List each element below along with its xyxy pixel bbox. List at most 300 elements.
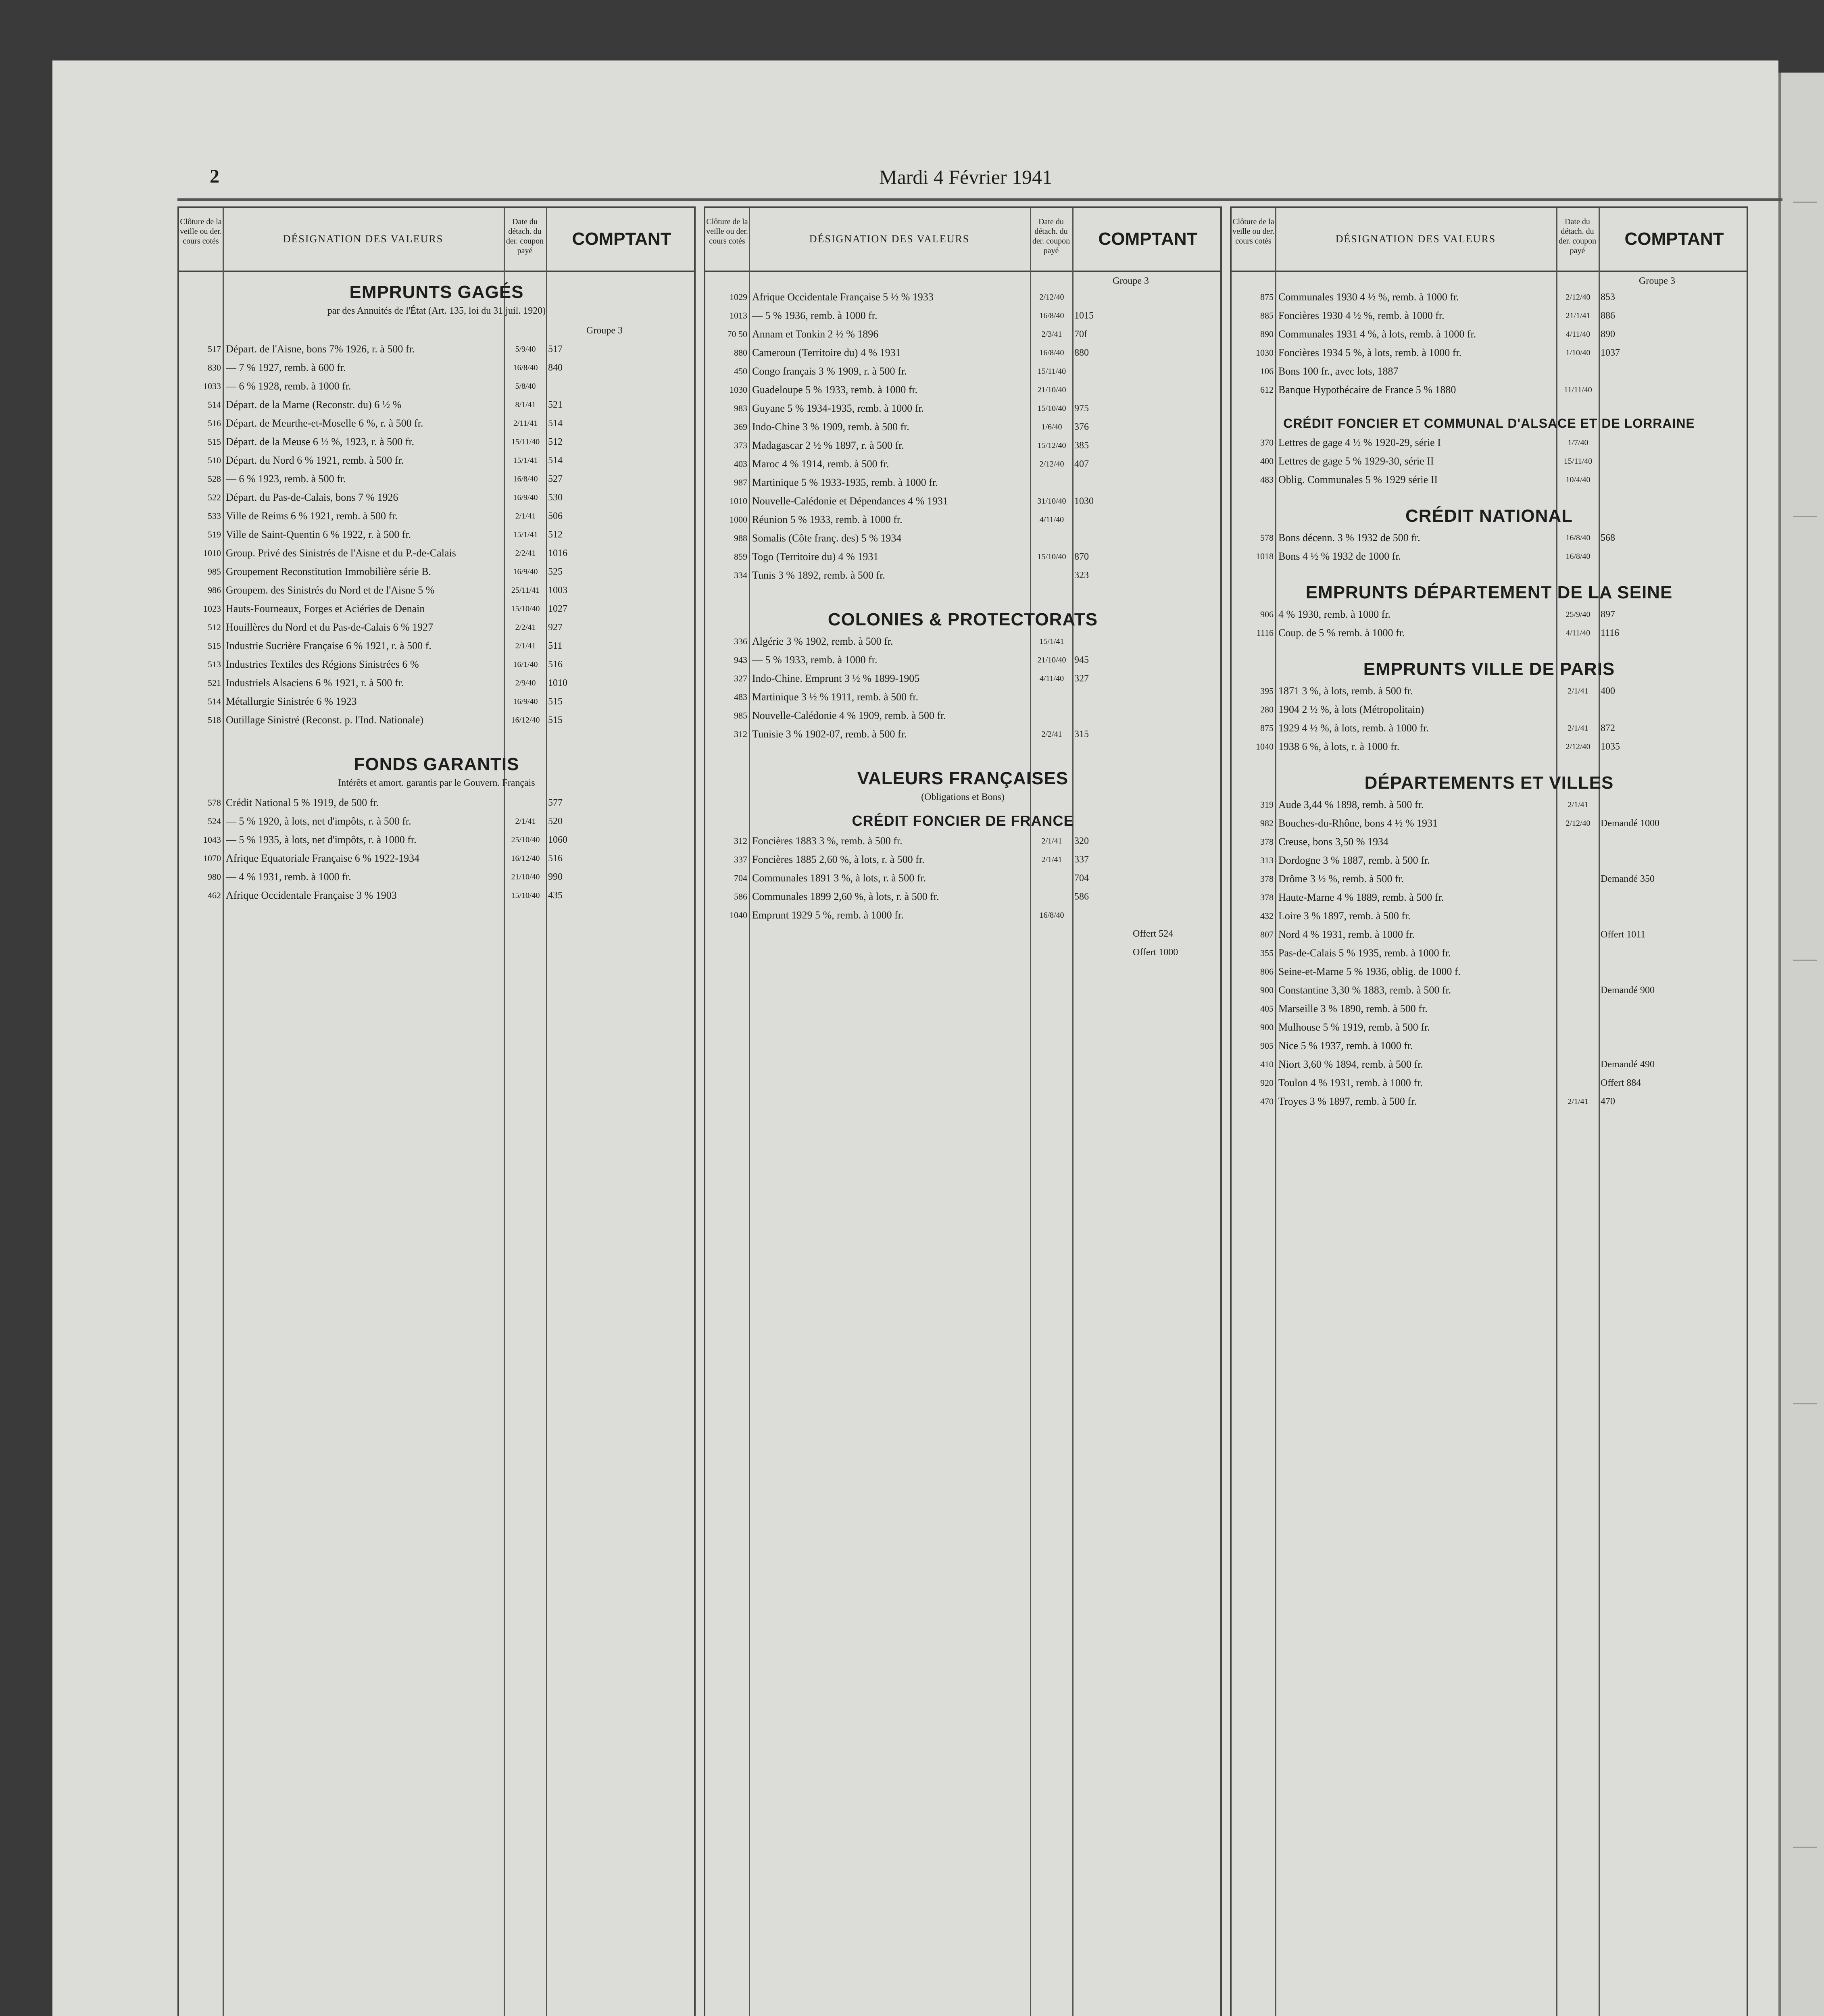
security-name: — 7 % 1927, remb. à 600 fr. <box>226 362 346 373</box>
list-item <box>1232 720 1747 738</box>
section-subtitle: Intérêts et amort. garantis par le Gouvern. Français <box>338 778 535 788</box>
list-item <box>1232 1037 1747 1056</box>
cloture-value: 519 <box>208 529 221 539</box>
coupon-date: 2/3/41 <box>1041 330 1062 339</box>
list-item <box>1232 453 1747 471</box>
cloture-value: 313 <box>1260 855 1274 865</box>
cash-price: 577 <box>548 798 563 808</box>
column-1 <box>177 206 696 2016</box>
list-item <box>1232 326 1747 344</box>
list-item <box>179 887 694 906</box>
security-name: — 5 % 1936, remb. à 1000 fr. <box>752 310 878 321</box>
coupon-date: 2/12/40 <box>1039 460 1064 469</box>
row-list <box>1232 606 1747 643</box>
row-list <box>705 289 1220 585</box>
column-header <box>1232 208 1747 272</box>
cash-price: 886 <box>1601 310 1615 321</box>
coupon-date: 2/1/41 <box>1568 724 1588 733</box>
cloture-value: 890 <box>1260 329 1274 339</box>
coupon-date: 15/10/40 <box>511 604 540 613</box>
list-item <box>1232 738 1747 757</box>
list-item <box>705 381 1220 400</box>
security-name: — 4 % 1931, remb. à 1000 fr. <box>226 871 351 883</box>
list-item <box>705 870 1220 888</box>
coupon-date: 2/11/41 <box>513 419 538 428</box>
security-name: Banque Hypothécaire de France 5 % 1880 <box>1278 384 1456 396</box>
list-item <box>179 415 694 433</box>
security-name: Communales 1891 3 %, à lots, r. à 500 fr. <box>752 872 926 884</box>
list-item <box>179 582 694 600</box>
coupon-date: 1/10/40 <box>1566 348 1591 357</box>
security-name: Pas-de-Calais 5 % 1935, remb. à 1000 fr. <box>1278 947 1451 959</box>
security-name: Foncières 1934 5 %, à lots, remb. à 1000 fr. <box>1278 347 1462 358</box>
header-designation: DÉSIGNATION DES VALEURS <box>809 233 970 245</box>
header-cloture: Clôture de la veille ou der. cours cotés <box>706 217 748 246</box>
list-item <box>705 307 1220 326</box>
header-comptant: COMPTANT <box>572 229 671 249</box>
list-item <box>1232 701 1747 720</box>
security-name: Tunis 3 % 1892, remb. à 500 fr. <box>752 569 885 581</box>
coupon-date: 10/4/40 <box>1566 475 1591 484</box>
cloture-value: 875 <box>1260 723 1274 733</box>
cloture-value: 370 <box>1260 437 1274 448</box>
cash-price: 515 <box>548 715 563 725</box>
coupon-date: 16/8/40 <box>1039 348 1064 357</box>
coupon-date: 2/1/41 <box>1568 1097 1588 1106</box>
cloture-value: 1043 <box>203 835 221 845</box>
cash-price: 1003 <box>548 585 567 596</box>
cash-price: 1027 <box>548 604 567 614</box>
cash-price: 1010 <box>548 678 567 688</box>
security-name: Départ. de la Meuse 6 ½ %, 1923, r. à 500 fr. <box>226 436 415 448</box>
security-name: Afrique Occidentale Française 3 % 1903 <box>226 889 397 901</box>
security-name: Tunisie 3 % 1902-07, remb. à 500 fr. <box>752 728 907 740</box>
cash-price: Offert 1011 <box>1601 929 1646 940</box>
coupon-date: 16/8/40 <box>513 363 538 372</box>
coupon-date: 1/7/40 <box>1568 438 1588 447</box>
cash-price: 514 <box>548 455 563 466</box>
coupon-date: 15/11/40 <box>1037 367 1066 376</box>
column-header <box>705 208 1220 272</box>
header-date: Date du détach. du der. coupon payé <box>1558 217 1597 255</box>
cloture-value: 517 <box>208 344 221 354</box>
cash-price: 376 <box>1074 422 1089 432</box>
cash-price: 1015 <box>1074 310 1094 321</box>
cloture-value: 513 <box>208 659 221 669</box>
security-name: Communales 1930 4 ½ %, remb. à 1000 fr. <box>1278 291 1459 303</box>
cloture-value: 983 <box>734 403 747 413</box>
page-date: Mardi 4 Février 1941 <box>879 166 1053 188</box>
cash-price: 872 <box>1601 723 1615 733</box>
column-3 <box>1230 206 1748 2016</box>
cloture-value: 106 <box>1260 366 1274 376</box>
cash-price: 897 <box>1601 609 1615 620</box>
header-comptant: COMPTANT <box>1624 229 1724 249</box>
list-item <box>1232 344 1747 363</box>
section-subtitle: (Obligations et Bons) <box>921 792 1005 802</box>
list-item <box>705 363 1220 381</box>
cloture-value: 334 <box>734 570 747 580</box>
cash-price: 514 <box>548 418 563 429</box>
coupon-date: 2/12/40 <box>1566 293 1591 302</box>
list-item <box>1232 852 1747 871</box>
cash-price: Offert 884 <box>1601 1078 1641 1088</box>
security-name: Lettres de gage 5 % 1929-30, série II <box>1278 455 1434 467</box>
coupon-date: 2/12/40 <box>1039 293 1064 302</box>
cash-price: 568 <box>1601 533 1615 543</box>
list-item <box>179 794 694 813</box>
coupon-date: 25/9/40 <box>1566 610 1591 619</box>
cash-price: 70f <box>1074 329 1087 339</box>
row-list <box>1232 529 1747 566</box>
list-item <box>705 511 1220 530</box>
cloture-value: 518 <box>208 715 221 725</box>
security-name: Guadeloupe 5 % 1933, remb. à 1000 fr. <box>752 384 918 396</box>
row-list <box>1232 434 1747 490</box>
cash-price: 1016 <box>548 548 567 558</box>
coupon-date: 2/1/41 <box>1041 855 1062 864</box>
coupon-date: 16/1/40 <box>513 660 538 669</box>
cash-price: 1060 <box>548 835 567 845</box>
list-item <box>705 530 1220 548</box>
security-name: Métallurgie Sinistrée 6 % 1923 <box>226 696 357 707</box>
coupon-date: 21/1/41 <box>1566 311 1591 320</box>
list-item <box>1232 548 1747 566</box>
coupon-date: 15/10/40 <box>1037 552 1066 561</box>
cloture-value: 516 <box>208 418 221 428</box>
list-item <box>179 831 694 850</box>
section-title: FONDS GARANTIS <box>354 754 519 774</box>
coupon-date: 15/10/40 <box>1037 404 1066 413</box>
security-name: Nouvelle-Calédonie et Dépendances 4 % 1931 <box>752 495 948 507</box>
cloture-value: 806 <box>1260 966 1274 977</box>
coupon-date: 2/1/41 <box>515 641 536 650</box>
coupon-date: 16/8/40 <box>1039 311 1064 320</box>
list-item <box>1232 889 1747 908</box>
coupon-date: 4/11/40 <box>1566 629 1591 637</box>
security-name: Hauts-Fourneaux, Forges et Aciéries de Denain <box>226 603 425 614</box>
security-name: Togo (Territoire du) 4 % 1931 <box>752 551 879 562</box>
security-name: 1871 3 %, à lots, remb. à 500 fr. <box>1278 685 1413 697</box>
list-item <box>1232 945 1747 963</box>
coupon-date: 2/2/41 <box>515 549 536 558</box>
list-item <box>179 433 694 452</box>
cloture-value: 512 <box>208 622 221 632</box>
coupon-date: 11/11/40 <box>1564 385 1592 394</box>
list-item <box>705 633 1220 652</box>
header-designation: DÉSIGNATION DES VALEURS <box>283 233 444 245</box>
security-name: Troyes 3 % 1897, remb. à 500 fr. <box>1278 1095 1417 1107</box>
group-label: Groupe 3 <box>1639 276 1675 286</box>
list-item <box>179 452 694 471</box>
coupon-date: 2/1/41 <box>1568 687 1588 696</box>
list-item <box>179 359 694 378</box>
security-name: 4 % 1930, remb. à 1000 fr. <box>1278 608 1391 620</box>
cash-price: 853 <box>1601 292 1615 302</box>
cloture-value: 510 <box>208 455 221 465</box>
security-name: Algérie 3 % 1902, remb. à 500 fr. <box>752 635 893 647</box>
list-item <box>705 888 1220 907</box>
security-name: 1904 2 ½ %, à lots (Métropolitain) <box>1278 704 1424 715</box>
list-item <box>705 851 1220 870</box>
cash-price: 945 <box>1074 655 1089 665</box>
list-item <box>179 712 694 730</box>
cloture-value: 612 <box>1260 385 1274 395</box>
cash-price: 704 <box>1074 873 1089 883</box>
cash-price: 327 <box>1074 673 1089 684</box>
security-name: Coup. de 5 % remb. à 1000 fr. <box>1278 627 1405 639</box>
cloture-value: 900 <box>1260 1022 1274 1032</box>
security-name: Réunion 5 % 1933, remb. à 1000 fr. <box>752 514 903 525</box>
cloture-value: 1013 <box>730 310 747 321</box>
security-name: Loire 3 % 1897, remb. à 500 fr. <box>1278 910 1411 922</box>
column-2 <box>704 206 1222 2016</box>
security-name: Indo-Chine. Emprunt 3 ½ % 1899-1905 <box>752 673 920 684</box>
cash-price: 527 <box>548 474 563 484</box>
security-name: Industriels Alsaciens 6 % 1921, r. à 500 fr. <box>226 677 404 689</box>
section-subtitle: par des Annuités de l'État (Art. 135, loi du 31 juil. 1920) <box>327 306 546 316</box>
header-comptant: COMPTANT <box>1098 229 1198 249</box>
security-name: Aude 3,44 % 1898, remb. à 500 fr. <box>1278 799 1424 810</box>
security-name: Départ. du Nord 6 % 1921, remb. à 500 fr. <box>226 454 404 466</box>
list-item <box>179 600 694 619</box>
cloture-value: 985 <box>208 566 221 577</box>
cloture-value: 410 <box>1260 1059 1274 1069</box>
security-name: Martinique 3 ½ % 1911, remb. à 500 fr. <box>752 691 919 703</box>
list-item <box>179 526 694 545</box>
cloture-value: 522 <box>208 492 221 502</box>
cloture-value: 355 <box>1260 948 1274 958</box>
cash-price: 315 <box>1074 729 1089 739</box>
coupon-date: 16/9/40 <box>513 493 538 502</box>
cash-price: 400 <box>1601 686 1615 696</box>
cash-price: 337 <box>1074 854 1089 865</box>
row-list <box>1232 796 1747 1112</box>
section-title: CRÉDIT FONCIER DE FRANCE <box>852 812 1074 829</box>
list-item <box>705 344 1220 363</box>
list-item <box>179 637 694 656</box>
security-name: Industrie Sucrière Française 6 % 1921, r. à 500 f. <box>226 640 432 652</box>
security-name: Madagascar 2 ½ % 1897, r. à 500 fr. <box>752 439 904 451</box>
list-item <box>179 675 694 693</box>
cash-price: 385 <box>1074 440 1089 451</box>
section-title: COLONIES & PROTECTORATS <box>828 610 1098 629</box>
coupon-date: 15/1/41 <box>513 530 538 539</box>
row-list <box>705 833 1220 925</box>
cash-price: 840 <box>548 362 563 373</box>
security-name: Communales 1931 4 %, à lots, remb. à 1000 fr. <box>1278 328 1476 340</box>
list-item <box>705 567 1220 585</box>
cash-price: 1037 <box>1601 348 1620 358</box>
list-item <box>179 396 694 415</box>
list-item <box>179 378 694 396</box>
coupon-date: 15/10/40 <box>511 891 540 900</box>
security-name: Marseille 3 % 1890, remb. à 500 fr. <box>1278 1003 1428 1014</box>
cash-price: 927 <box>548 622 563 633</box>
cloture-value: 533 <box>208 511 221 521</box>
security-name: Somalis (Côte franç. des) 5 % 1934 <box>752 532 902 544</box>
cash-price: 506 <box>548 511 563 521</box>
security-name: 1938 6 %, à lots, r. à 1000 fr. <box>1278 741 1400 752</box>
offer-label: Offert 1000 <box>1133 947 1178 958</box>
cloture-value: 586 <box>734 891 747 902</box>
cloture-value: 875 <box>1260 292 1274 302</box>
cloture-value: 462 <box>208 890 221 900</box>
list-item <box>1232 683 1747 701</box>
coupon-date: 4/11/40 <box>1039 674 1064 683</box>
coupon-date: 15/11/40 <box>1563 457 1593 466</box>
cash-price: 516 <box>548 659 563 670</box>
security-name: Foncières 1885 2,60 %, à lots, r. à 500 fr. <box>752 854 925 865</box>
cash-price: 870 <box>1074 552 1089 562</box>
cloture-value: 521 <box>208 678 221 688</box>
security-name: Bons 100 fr., avec lots, 1887 <box>1278 365 1399 377</box>
cloture-value: 528 <box>208 474 221 484</box>
cloture-value: 1000 <box>730 514 747 525</box>
security-name: — 5 % 1933, remb. à 1000 fr. <box>752 654 878 666</box>
security-name: Foncières 1883 3 %, remb. à 500 fr. <box>752 835 903 847</box>
cash-price: 1030 <box>1074 496 1094 506</box>
cloture-value: 830 <box>208 362 221 373</box>
coupon-date: 16/12/40 <box>511 854 540 863</box>
cloture-value: 470 <box>1260 1096 1274 1106</box>
cloture-value: 483 <box>1260 475 1274 485</box>
cloture-value: 578 <box>1260 533 1274 543</box>
list-item <box>179 508 694 526</box>
list-item <box>705 833 1220 851</box>
security-name: Dordogne 3 % 1887, remb. à 500 fr. <box>1278 854 1430 866</box>
security-name: Départ. de la Marne (Reconstr. du) 6 ½ % <box>226 399 402 410</box>
cash-price: 1116 <box>1601 628 1620 638</box>
security-name: Ville de Reims 6 % 1921, remb. à 500 fr. <box>226 510 398 522</box>
cash-price: Demandé 490 <box>1601 1059 1655 1070</box>
list-item <box>179 693 694 712</box>
list-item <box>1232 963 1747 982</box>
security-name: Bons décenn. 3 % 1932 de 500 fr. <box>1278 532 1420 544</box>
cloture-value: 859 <box>734 552 747 562</box>
security-name: Afrique Occidentale Française 5 ½ % 1933 <box>752 291 934 303</box>
security-name: Bons 4 ½ % 1932 de 1000 fr. <box>1278 550 1401 562</box>
cloture-value: 1040 <box>730 910 747 920</box>
security-name: Foncières 1930 4 ½ %, remb. à 1000 fr. <box>1278 310 1445 321</box>
cash-price: 512 <box>548 437 563 447</box>
security-name: Industries Textiles des Régions Sinistrées 6 % <box>226 658 419 670</box>
cloture-value: 515 <box>208 641 221 651</box>
cloture-value: 327 <box>734 673 747 683</box>
cloture-value: 400 <box>1260 456 1274 466</box>
cash-price: Demandé 900 <box>1601 985 1655 996</box>
offer-label: Offert 524 <box>1133 929 1174 939</box>
list-item <box>1232 1019 1747 1037</box>
cloture-value: 900 <box>1260 985 1274 995</box>
cash-price: 1035 <box>1601 741 1620 752</box>
header-cloture: Clôture de la veille ou der. cours cotés <box>180 217 222 246</box>
header-date: Date du détach. du der. coupon payé <box>1032 217 1070 255</box>
security-name: Nice 5 % 1937, remb. à 1000 fr. <box>1278 1040 1413 1052</box>
security-name: Communales 1899 2,60 %, à lots, r. à 500 fr. <box>752 891 939 902</box>
section-title: EMPRUNTS VILLE DE PARIS <box>1363 659 1615 679</box>
coupon-date: 2/1/41 <box>515 817 536 826</box>
cash-price: 525 <box>548 566 563 577</box>
list-item <box>1232 1075 1747 1093</box>
list-item <box>705 493 1220 511</box>
list-item <box>179 563 694 582</box>
security-name: Annam et Tonkin 2 ½ % 1896 <box>752 328 879 340</box>
cloture-value: 395 <box>1260 686 1274 696</box>
list-item <box>1232 796 1747 815</box>
cash-price: 512 <box>548 529 563 540</box>
section-title: EMPRUNTS DÉPARTEMENT DE LA SEINE <box>1305 583 1673 602</box>
security-name: Creuse, bons 3,50 % 1934 <box>1278 836 1388 848</box>
list-item <box>1232 289 1747 307</box>
list-item <box>705 474 1220 493</box>
cloture-value: 312 <box>734 836 747 846</box>
coupon-date: 16/8/40 <box>513 475 538 483</box>
coupon-date: 16/12/40 <box>511 716 540 725</box>
cloture-value: 280 <box>1260 704 1274 714</box>
cash-price: 407 <box>1074 459 1089 469</box>
list-item <box>1232 625 1747 643</box>
coupon-date: 15/11/40 <box>511 437 540 446</box>
cloture-value: 373 <box>734 440 747 450</box>
security-name: Nord 4 % 1931, remb. à 1000 fr. <box>1278 929 1415 940</box>
security-name: Constantine 3,30 % 1883, remb. à 500 fr. <box>1278 984 1451 996</box>
cloture-value: 1040 <box>1256 741 1274 752</box>
coupon-date: 21/10/40 <box>1037 385 1066 394</box>
cloture-value: 337 <box>734 854 747 864</box>
cash-price: 975 <box>1074 403 1089 414</box>
coupon-date: 2/12/40 <box>1566 819 1591 828</box>
cloture-value: 514 <box>208 696 221 706</box>
section-title: CRÉDIT FONCIER ET COMMUNAL D'ALSACE ET DE LORRAINE <box>1283 416 1695 431</box>
list-item <box>705 326 1220 344</box>
list-item <box>705 689 1220 707</box>
security-name: Indo-Chine 3 % 1909, remb. à 500 fr. <box>752 421 909 433</box>
cloture-value: 378 <box>1260 892 1274 902</box>
cloture-value: 70 50 <box>727 329 747 339</box>
security-name: — 6 % 1923, remb. à 500 fr. <box>226 473 346 485</box>
group-label: Groupe 3 <box>1113 276 1149 286</box>
coupon-date: 15/1/41 <box>1039 637 1064 646</box>
cloture-value: 432 <box>1260 911 1274 921</box>
cloture-value: 1030 <box>730 385 747 395</box>
group-label: Groupe 3 <box>586 325 623 336</box>
header-date: Date du détach. du der. coupon payé <box>506 217 544 255</box>
security-name: Martinique 5 % 1933-1935, remb. à 1000 fr. <box>752 477 938 488</box>
cloture-value: 1116 <box>1256 628 1274 638</box>
cloture-value: 988 <box>734 533 747 543</box>
cloture-value: 986 <box>208 585 221 595</box>
cloture-value: 982 <box>1260 818 1274 828</box>
cloture-value: 483 <box>734 692 747 702</box>
security-name: Congo français 3 % 1909, r. à 500 fr. <box>752 365 907 377</box>
list-item <box>1232 381 1747 400</box>
list-item <box>705 419 1220 437</box>
section-title: DÉPARTEMENTS ET VILLES <box>1364 773 1614 793</box>
cloture-value: 980 <box>208 872 221 882</box>
security-name: Nouvelle-Calédonie 4 % 1909, remb. à 500 fr. <box>752 710 946 721</box>
cash-price: 515 <box>548 696 563 707</box>
list-item <box>179 341 694 359</box>
cloture-value: 319 <box>1260 800 1274 810</box>
list-item <box>1232 833 1747 852</box>
cloture-value: 515 <box>208 437 221 447</box>
list-item <box>1232 815 1747 833</box>
cash-price: 521 <box>548 400 563 410</box>
security-name: Houillères du Nord et du Pas-de-Calais 6 % 1927 <box>226 621 434 633</box>
list-item <box>179 868 694 887</box>
cloture-value: 378 <box>1260 874 1274 884</box>
